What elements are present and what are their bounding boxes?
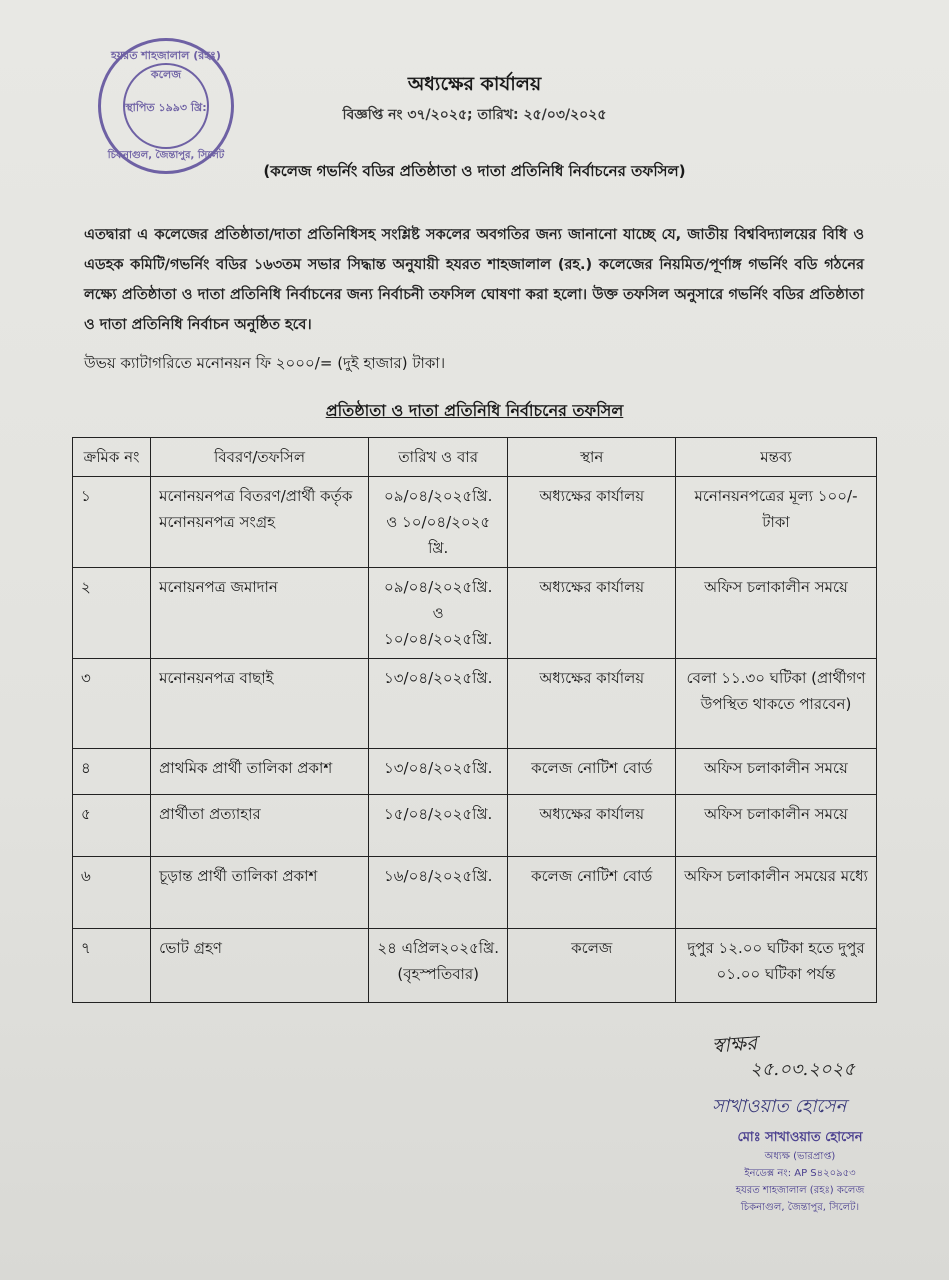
office-title: অধ্যক্ষের কার্যালয়: [407, 73, 542, 95]
cell-remarks: মনোনয়নপত্রের মূল্য ১০০/- টাকা: [675, 477, 876, 568]
header-serial: ক্রমিক নং: [73, 438, 151, 477]
cell-serial: ৫: [73, 795, 151, 857]
cell-description: প্রার্থীতা প্রত্যাহার: [151, 795, 369, 857]
cell-place: কলেজ নোটিশ বোর্ড: [508, 749, 676, 795]
nomination-fee: উভয় ক্যাটাগরিতে মনোনয়ন ফি ২০০০/= (দুই হাজার) টাকা।: [84, 354, 446, 372]
seal-top-text: হযরত শাহজালাল (রহঃ) কলেজ: [111, 49, 221, 81]
seal-bottom-text: চিকনাগুল, জৈন্তাপুর, সিলেট: [107, 150, 225, 161]
principal-index: ইনডেক্স নং: AP S৪২০৯৫৩: [744, 1168, 856, 1179]
cell-description: মনোনয়নপত্র বাছাই: [151, 659, 369, 749]
cell-place: অধ্যক্ষের কার্যালয়: [508, 659, 676, 749]
notice-number: বিজ্ঞপ্তি নং ৩৭/২০২৫; তারিখ: ২৫/০৩/২০২৫: [342, 107, 607, 123]
cell-description: মনোয়নপত্র জমাদান: [151, 568, 369, 659]
header-remarks: মন্তব্য: [675, 438, 876, 477]
cell-remarks: বেলা ১১.৩০ ঘটিকা (প্রার্থীগণ উপস্থিত থাকতে পারবেন): [675, 659, 876, 749]
cell-serial: ২: [73, 568, 151, 659]
cell-date: ১৩/০৪/২০২৫খ্রি.: [368, 749, 508, 795]
principal-name: মোঃ সাখাওয়াত হোসেন: [737, 1130, 863, 1145]
cell-remarks: অফিস চলাকালীন সময়ের মধ্যে: [675, 857, 876, 929]
cell-place: অধ্যক্ষের কার্যালয়: [508, 795, 676, 857]
schedule-title: প্রতিষ্ঠাতা ও দাতা প্রতিনিধি নির্বাচনের তফসিল: [325, 401, 624, 420]
cell-date: ১৫/০৪/২০২৫খ্রি.: [368, 795, 508, 857]
stamp-address: চিকনাগুল, জৈন্তাপুর, সিলেট।: [740, 1202, 860, 1213]
table-row: [73, 568, 877, 659]
table-row: [73, 477, 877, 568]
cell-serial: ৪: [73, 749, 151, 795]
signature-handwritten-name: সাখাওয়াত হোসেন: [712, 1096, 847, 1117]
principal-stamp: [700, 1128, 900, 1217]
cell-date: ০৯/০৪/২০২৫খ্রি. ও ১০/০৪/২০২৫খ্রি.: [368, 568, 508, 659]
table-row: [73, 659, 877, 749]
cell-serial: ৭: [73, 929, 151, 1003]
cell-date: ০৯/০৪/২০২৫খ্রি. ও ১০/০৪/২০২৫ খ্রি.: [368, 477, 508, 568]
seal-middle-text: স্থাপিত ১৯৯৩ খ্রি:: [125, 101, 207, 114]
notice-subject: (কলেজ গভর্নিং বডির প্রতিষ্ঠাতা ও দাতা প্রতিনিধি নির্বাচনের তফসিল): [263, 162, 686, 180]
header-place: স্থান: [508, 438, 676, 477]
stamp-college: হযরত শাহজালাল (রহঃ) কলেজ: [735, 1185, 865, 1196]
table-row: [73, 929, 877, 1003]
cell-place: অধ্যক্ষের কার্যালয়: [508, 477, 676, 568]
cell-place: অধ্যক্ষের কার্যালয়: [508, 568, 676, 659]
cell-place: কলেজ: [508, 929, 676, 1003]
signature-scribble: স্বাক্ষর: [711, 1030, 758, 1058]
cell-serial: ৬: [73, 857, 151, 929]
cell-remarks: অফিস চলাকালীন সময়ে: [675, 795, 876, 857]
cell-date: ১৩/০৪/২০২৫খ্রি.: [368, 659, 508, 749]
table-row: [73, 857, 877, 929]
notice-paragraph: এতদ্বারা এ কলেজের প্রতিষ্ঠাতা/দাতা প্রতিনিধিসহ সংশ্লিষ্ট সকলের অবগতির জন্য জানানো যাচ্ছে যে, জাতীয় বিশ্ববিদ্যালয়ের বিধি ও এডহক কমিটি/গভর্নিং বডির ১৬৩তম সভার সিদ্ধান্ত অনুযায়ী হযরত শাহজালাল (রহ.) কলেজের নিয়মিত/পূর্ণাঙ্গ গভর্নিং বডি গঠনের লক্ষ্যে প্রতিষ্ঠাতা ও দাতা প্রতিনিধি নির্বাচনের জন্য নির্বাচনী তফসিল ঘোষণা করা হলো। উক্ত তফসিল অনুসারে গভর্নিং বডির প্রতিষ্ঠাতা ও দাতা প্রতিনিধি নির্বাচন অনুষ্ঠিত হবে।: [84, 227, 864, 333]
cell-date: ২৪ এপ্রিল২০২৫খ্রি. (বৃহস্পতিবার): [368, 929, 508, 1003]
schedule-table: [72, 437, 877, 1003]
cell-description: ভোট গ্রহণ: [151, 929, 369, 1003]
table-row: [73, 795, 877, 857]
cell-date: ১৬/০৪/২০২৫খ্রি.: [368, 857, 508, 929]
header-date: তারিখ ও বার: [368, 438, 508, 477]
cell-remarks: দুপুর ১২.০০ ঘটিকা হতে দুপুর ০১.০০ ঘটিকা পর্যন্ত: [675, 929, 876, 1003]
table-header-row: [73, 438, 877, 477]
cell-serial: ১: [73, 477, 151, 568]
cell-description: প্রাথমিক প্রার্থী তালিকা প্রকাশ: [151, 749, 369, 795]
cell-serial: ৩: [73, 659, 151, 749]
signature-date: ২৫.০৩.২০২৫: [750, 1059, 856, 1080]
cell-place: কলেজ নোটিশ বোর্ড: [508, 857, 676, 929]
cell-description: চূড়ান্ত প্রার্থী তালিকা প্রকাশ: [151, 857, 369, 929]
cell-remarks: অফিস চলাকালীন সময়ে: [675, 568, 876, 659]
cell-description: মনোনয়নপত্র বিতরণ/প্রার্থী কর্তৃক মনোনয়নপত্র সংগ্রহ: [151, 477, 369, 568]
header-description: বিবরণ/তফসিল: [151, 438, 369, 477]
principal-title: অধ্যক্ষ (ভারপ্রাপ্ত): [764, 1151, 836, 1162]
table-row: [73, 749, 877, 795]
cell-remarks: অফিস চলাকালীন সময়ে: [675, 749, 876, 795]
